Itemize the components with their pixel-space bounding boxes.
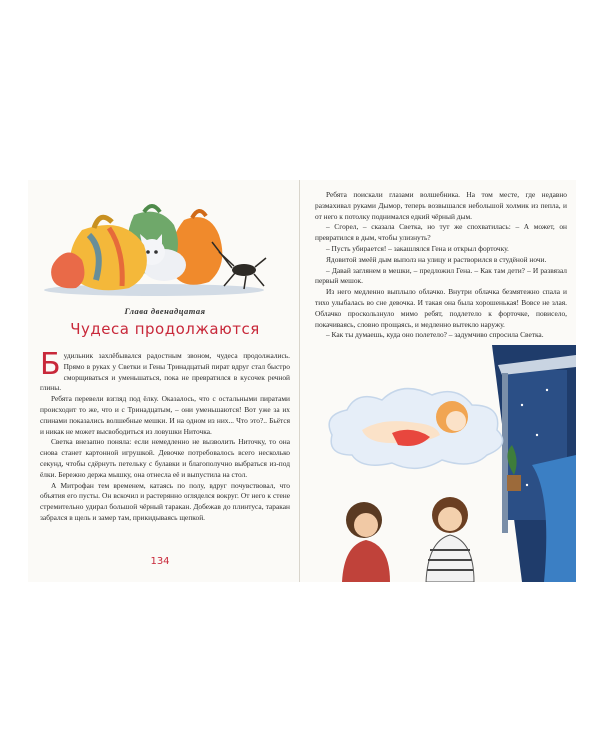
left-page-text (40, 347, 290, 524)
paragraph-6: – Сгорел, – сказала Светка, но тут же спохватилась: – А может, он превратился в дым, чтобы улизнуть? (315, 222, 567, 243)
paragraph-1: Будильник захлёбывался радостным звоном, чудеса продолжались. Прямо в руках у Светки и Гены Тринадцатый пират вдруг стал быстро сморщиваться и уменьшаться, пока не превратился в кусочек речной глины. (40, 347, 290, 393)
paragraph-7: – Пусть убирается! – закашлялся Гена и открыл форточку. (326, 243, 509, 253)
paragraph-4: А Митрофан тем временем, катаясь по полу, вдруг почувствовал, что объятия его пусты. Он вскочил и растерянно огляделся вокруг. От него к стене стремительно удирал большой чёрный таракан. Добежав до плинтуса, таракан забрался в щель и замер там, прикидываясь щепкой. (40, 480, 290, 522)
paragraph-3: Светка внезапно поняла: если немедленно не вызволить Ниточку, то она снова станет картонной игрушкой. Девочке потребовалось всего несколько секунд, чтобы сдёрнуть петельку с булавки и благополучно выбраться из-под ёлки. Бережно держа мышку, она отнесла её и выпустила на стол. (40, 437, 290, 479)
chapter-title: Чудеса продолжаются (70, 320, 260, 338)
paragraph-8: Ядовитой змеёй дым выполз на улицу и растворился в студёной ночи. (326, 254, 547, 264)
paragraph-2: Ребята перевели взгляд под ёлку. Оказалось, что с остальными пиратами происходит то же, что и с Тринадцатым, – они уменьшаются! Вот уже за их спинами показались волшебные мешки. И на одном из них... Что это?.. Бьётся и никак не может высвободиться из ловушки Ниточка. (40, 394, 290, 436)
book-gutter (299, 180, 300, 582)
paragraph-9: – Давай заглянем в мешки, – предложил Гена. – Как там дети? – И развязал первый мешок. (315, 265, 567, 286)
paragraph-10: Из него медленно выплыло облачко. Внутри облачка безмятежно спала и тихо улыбалась во сне девочка. И такая она была хорошенькая! Вовсе не злая. Облачко проскользнуло мимо ребят, подлетело к форточке, повисело, покачиваясь, словно прощаясь, и медленно вытекло наружу. (315, 287, 567, 329)
bags-cat-cockroach-illustration (34, 190, 274, 300)
paragraph-11: – Как ты думаешь, куда оно полетело? – задумчиво спросила Светка. (326, 330, 544, 340)
paragraph-5: Ребята поискали глазами волшебника. На том месте, где недавно размахивал руками Дымор, теперь возвышался небольшой холмик из пепла, и от него к потолку поднимался едкий чёрный дым. (315, 190, 567, 221)
right-page-text (315, 190, 567, 341)
sleeping-girl-cloud-illustration (322, 345, 576, 582)
page-number: 134 (150, 556, 170, 567)
dropcap: Б (40, 347, 61, 382)
chapter-label: Глава двенадцатая (124, 306, 206, 316)
